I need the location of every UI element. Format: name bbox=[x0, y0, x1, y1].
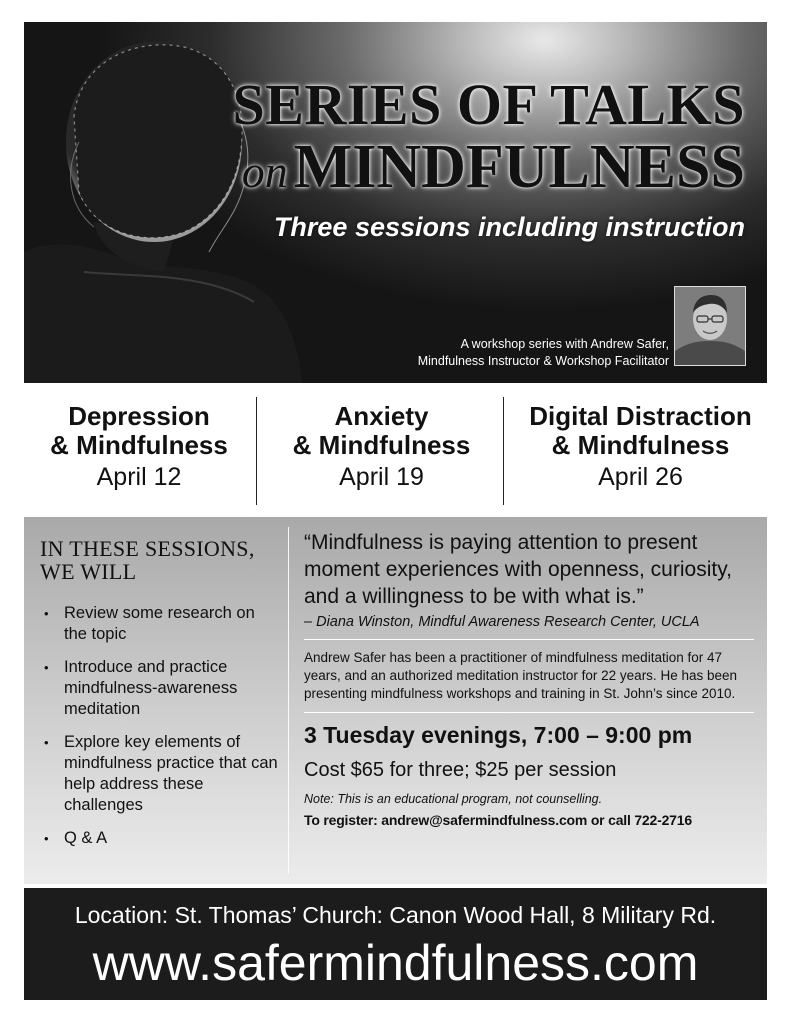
workshop-credit-line-1: A workshop series with Andrew Safer, bbox=[460, 337, 669, 351]
hero-banner bbox=[24, 22, 767, 383]
session-subtitle: & Mindfulness bbox=[551, 430, 730, 460]
divider bbox=[304, 639, 754, 640]
overview-heading-line-2: WE WILL bbox=[40, 559, 137, 584]
hero-subtitle: Three sessions including instruction bbox=[273, 212, 745, 242]
session-digital-distraction bbox=[514, 402, 767, 492]
list-item: • Introduce and practice mindfulness-awareness meditation bbox=[40, 657, 280, 720]
sessions-overview bbox=[40, 537, 280, 861]
details-column bbox=[304, 529, 754, 828]
title-line-2 bbox=[232, 133, 745, 201]
session-divider bbox=[503, 397, 504, 505]
workshop-credit bbox=[418, 336, 669, 370]
overview-heading-line-1: IN THESE SESSIONS, bbox=[40, 536, 255, 561]
website-url: www.safermindfulness.com bbox=[92, 935, 699, 991]
session-depression bbox=[24, 402, 254, 492]
registration-info: To register: andrew@safermindfulness.com or call 722-2716 bbox=[304, 812, 692, 828]
session-anxiety bbox=[269, 402, 494, 492]
session-date: April 12 bbox=[96, 463, 182, 491]
title-on-word: on bbox=[241, 146, 288, 197]
workshop-credit-line-2: Mindfulness Instructor & Workshop Facilitator bbox=[417, 354, 669, 368]
list-item: • Review some research on the topic bbox=[40, 603, 280, 645]
instructor-photo bbox=[674, 286, 746, 366]
instructor-bio: Andrew Safer has been a practitioner of mindfulness meditation for 47 years, and an authorized meditation instructor for 22 years. He has been presenting mindfulness workshops and training in St. John’s since 2010. bbox=[304, 650, 737, 701]
title-line-1: SERIES OF TALKS bbox=[232, 72, 745, 137]
footer-bar bbox=[24, 888, 767, 1000]
divider bbox=[304, 712, 754, 713]
session-date: April 26 bbox=[598, 463, 683, 491]
session-list bbox=[24, 392, 767, 510]
mindfulness-quote: “Mindfulness is paying attention to present moment experiences with openness, curiosity, and a willingness to be with what is.” bbox=[304, 531, 732, 608]
session-title: Depression bbox=[68, 401, 210, 431]
list-item: • Explore key elements of mindfulness practice that can help address these challenges bbox=[40, 732, 280, 816]
cost-text: Cost $65 for three; $25 per session bbox=[304, 759, 617, 781]
session-divider bbox=[256, 397, 257, 505]
quote-attribution: – Diana Winston, Mindful Awareness Research Center, UCLA bbox=[304, 614, 700, 630]
list-item: • Q & A bbox=[40, 828, 280, 849]
session-date: April 19 bbox=[339, 463, 424, 491]
title-mindfulness: MINDFULNESS bbox=[293, 133, 745, 201]
hero-title bbox=[232, 72, 745, 201]
session-subtitle: & Mindfulness bbox=[292, 430, 471, 460]
schedule-text: 3 Tuesday evenings, 7:00 – 9:00 pm bbox=[304, 722, 693, 748]
session-title: Anxiety bbox=[334, 401, 429, 431]
info-panel bbox=[24, 517, 767, 884]
session-subtitle: & Mindfulness bbox=[50, 430, 228, 460]
session-title: Digital Distraction bbox=[529, 401, 752, 431]
location-text: Location: St. Thomas’ Church: Canon Wood Hall, 8 Military Rd. bbox=[74, 902, 717, 928]
overview-bullet-list bbox=[40, 603, 280, 849]
column-divider bbox=[288, 527, 289, 874]
disclaimer-note: Note: This is an educational program, not counselling. bbox=[304, 792, 603, 806]
